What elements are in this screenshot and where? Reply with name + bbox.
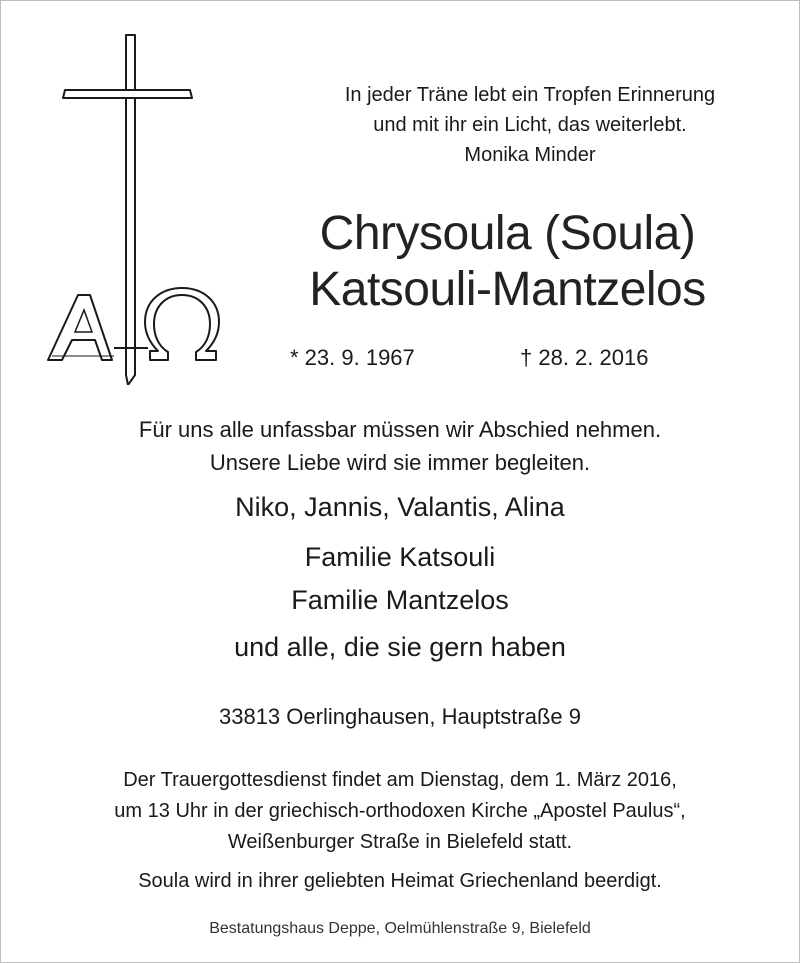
mourners-others: und alle, die sie gern haben bbox=[234, 632, 566, 662]
mourners-family-1: Familie Katsouli bbox=[304, 542, 496, 572]
name-line-1: Chrysoula (Soula) bbox=[319, 207, 696, 260]
mourners-family-2: Familie Mantzelos bbox=[291, 585, 509, 615]
death-date: † 28. 2. 2016 bbox=[520, 345, 649, 370]
quote-line-2: und mit ihr ein Licht, das weiterlebt. bbox=[373, 114, 687, 136]
message-line-1: Für uns alle unfassbar müssen wir Abschied nehmen. bbox=[138, 417, 662, 442]
mourners-children: Niko, Jannis, Valantis, Alina bbox=[235, 492, 565, 522]
cross-alpha-omega-icon bbox=[40, 30, 230, 385]
cross-icon bbox=[40, 30, 230, 385]
name-line-2: Katsouli-Mantzelos bbox=[309, 263, 706, 316]
address: 33813 Oerlinghausen, Hauptstraße 9 bbox=[218, 704, 581, 729]
quote-line-1: In jeder Träne lebt ein Tropfen Erinnerung bbox=[344, 84, 716, 106]
birth-date: * 23. 9. 1967 bbox=[290, 345, 415, 370]
service-line-2: um 13 Uhr in der griechisch-orthodoxen Kirche „Apostel Paulus“, bbox=[114, 800, 686, 822]
deceased-name bbox=[235, 206, 780, 318]
quote-author: Monika Minder bbox=[464, 144, 596, 166]
omega-icon bbox=[145, 288, 219, 360]
message-line-2: Unsere Liebe wird sie immer begleiten. bbox=[209, 450, 591, 475]
quote-block bbox=[280, 80, 780, 170]
funeral-home: Bestatungshaus Deppe, Oelmühlenstraße 9, Bielefeld bbox=[209, 920, 591, 937]
service-line-1: Der Trauergottesdienst findet am Dienstag, dem 1. März 2016, bbox=[123, 769, 677, 791]
alpha-icon bbox=[48, 295, 114, 360]
burial-note: Soula wird in ihrer geliebten Heimat Griechenland beerdigt. bbox=[138, 870, 662, 892]
service-line-3: Weißenburger Straße in Bielefeld statt. bbox=[227, 831, 573, 853]
